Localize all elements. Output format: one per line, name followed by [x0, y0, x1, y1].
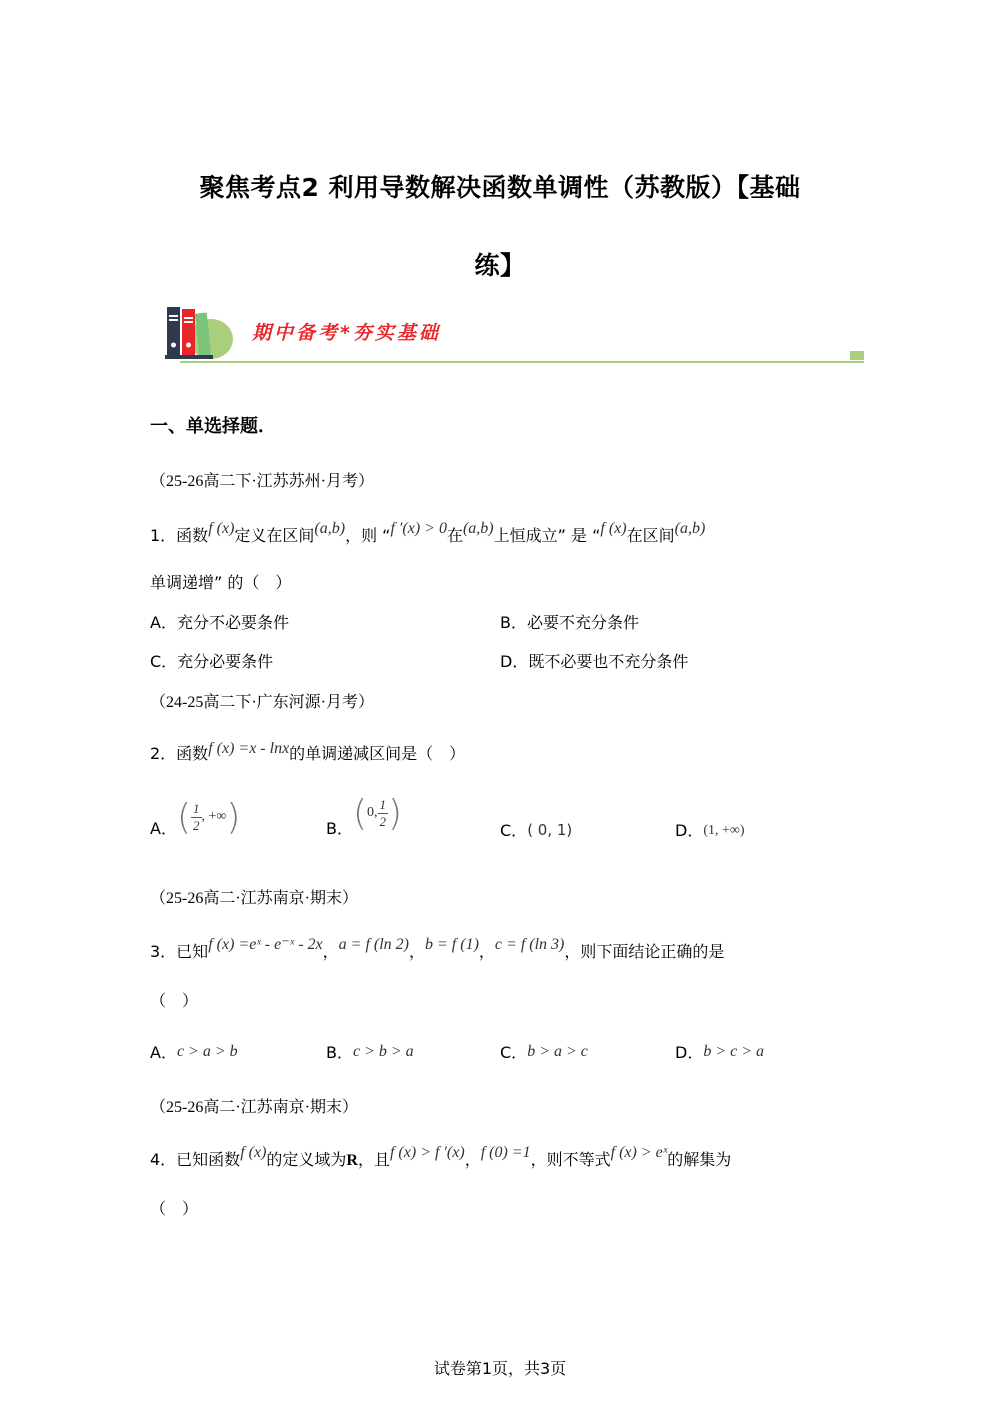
q3-option-a-label: A．	[150, 1043, 177, 1062]
q3-source: （25-26高二·江苏南京·期末）	[150, 890, 358, 907]
q1-option-c: C．充分必要条件	[150, 652, 274, 671]
page-footer: 试卷第1页，共3页	[433, 1359, 567, 1378]
q3-expr: f (x) =eˣ - e⁻ˣ - 2x	[208, 936, 323, 953]
q1-interval2: (a,b)	[462, 520, 494, 537]
q2-option-b-label: B．	[326, 818, 353, 838]
q2-option-d-value: (1, +∞)	[703, 823, 745, 838]
q2-stem	[150, 734, 465, 769]
q1-stem	[150, 506, 705, 559]
q4-text1: 的定义域为	[266, 1150, 347, 1169]
section-heading: 一、单选择题．	[150, 416, 276, 437]
q3-b: b = f (1)	[425, 936, 479, 953]
q2-option-c	[500, 818, 572, 841]
banner-rule	[180, 361, 864, 363]
q3-option-a	[150, 1040, 238, 1063]
q1-option-b: B．必要不充分条件	[500, 613, 639, 632]
q1-number: 1．函数	[150, 526, 209, 545]
q2-a-denominator: 2	[193, 817, 200, 833]
q2-b-pre: 0,	[367, 805, 378, 820]
q2-text1: 的单调递减区间是（ ）	[289, 744, 466, 763]
q1-fx2: f (x)	[600, 520, 627, 537]
q2-source: （24-25高二下·广东河源·月考）	[150, 694, 374, 711]
q2-option-a-label: A．	[150, 818, 177, 838]
q2-expr: f (x) =x - lnx	[208, 740, 290, 757]
q3-option-b-value: c > b > a	[352, 1043, 414, 1060]
banner-rule-end	[850, 351, 864, 360]
q4-stem: 4．已知函数f (x)的定义域为R，且f (x) > f ′(x)，f (0) =1，则不等式f (x) > eˣ的解集为	[150, 1144, 732, 1169]
q3-option-b-label: B．	[326, 1043, 353, 1062]
q3-option-c-value: b > a > c	[527, 1043, 588, 1060]
q1-option-d: D．既不必要也不充分条件	[500, 652, 689, 671]
q2-b-numerator: 1	[379, 796, 387, 812]
q3-number: 3．已知	[150, 942, 209, 961]
q4-text3: ，则不等式	[530, 1150, 611, 1169]
q3-option-c	[500, 1040, 588, 1063]
q2-option-d-label: D．	[675, 821, 704, 840]
q2-a-numerator: 1	[193, 800, 200, 816]
q3-option-a-value: c > a > b	[176, 1043, 238, 1060]
q2-option-c-label: C．	[500, 821, 528, 840]
q4-paren: （ ）	[150, 1199, 199, 1218]
q2-a-rest: , +∞	[201, 809, 227, 824]
banner-text: 期中备考*夯实基础	[252, 322, 441, 344]
q1-text4: 上恒成立” 是 “	[493, 526, 601, 545]
q1-text1: 定义在区间	[234, 526, 315, 545]
q3-option-d-label: D．	[675, 1043, 704, 1062]
q4-inequality: f (x) > eˣ	[610, 1144, 668, 1161]
q4-real-set: R	[346, 1152, 358, 1169]
q1-text5: 在区间	[626, 526, 675, 545]
q4-cond2: f (0) =1	[480, 1144, 531, 1161]
q2-b-denominator: 2	[379, 813, 387, 829]
q4-text4: 的解集为	[667, 1150, 732, 1169]
q3-option-b	[326, 1040, 414, 1063]
q2-option-b: B． ( 0, $\frac{1}{2}$ )	[326, 792, 403, 838]
q1-condition: f ′(x) > 0	[390, 520, 447, 537]
q2-option-d	[675, 818, 745, 841]
page-title-line2: 练】	[474, 251, 526, 280]
q1-text3: 在	[446, 526, 463, 545]
q1-interval3: (a,b)	[674, 520, 706, 537]
q3-paren: （ ）	[150, 991, 199, 1010]
q3-option-c-label: C．	[500, 1043, 528, 1062]
q1-fx: f (x)	[208, 520, 235, 537]
q3-option-d	[675, 1040, 764, 1063]
q4-fx: f (x)	[240, 1144, 267, 1161]
q1-option-a: A．充分不必要条件	[150, 613, 289, 632]
q1-text2: ，则 “	[345, 526, 391, 545]
q3-c: c = f (ln 3)	[494, 936, 565, 953]
q2-option-c-value: ( 0, 1)	[527, 821, 573, 839]
q2-number: 2．函数	[150, 744, 209, 763]
q2-option-a: A． ( $\frac{1}{2}$ , +∞ )	[150, 796, 241, 838]
q3-stem: 3．已知f (x) =eˣ - e⁻ˣ - 2x，a = f (ln 2)，b = f (1)，c = f (ln 3)，则下面结论正确的是	[150, 936, 725, 961]
q1-interval1: (a,b)	[314, 520, 346, 537]
q1-source: （25-26高二下·江苏苏州·月考）	[150, 473, 374, 490]
page-title-line1: 聚焦考点2 利用导数解决函数单调性（苏教版）【基础	[199, 173, 801, 202]
q1-text6: 单调递增” 的（ ）	[150, 573, 292, 592]
q4-text2: ，且	[357, 1150, 390, 1169]
q4-source: （25-26高二·江苏南京·期末）	[150, 1099, 358, 1116]
q4-cond1: f (x) > f ′(x)	[389, 1144, 465, 1161]
books-icon	[163, 303, 235, 363]
q3-option-d-value: b > c > a	[703, 1043, 765, 1060]
q3-text1: ，则下面结论正确的是	[564, 942, 725, 961]
q3-a: a = f (ln 2)	[338, 936, 409, 953]
q4-number: 4．已知函数	[150, 1150, 241, 1169]
